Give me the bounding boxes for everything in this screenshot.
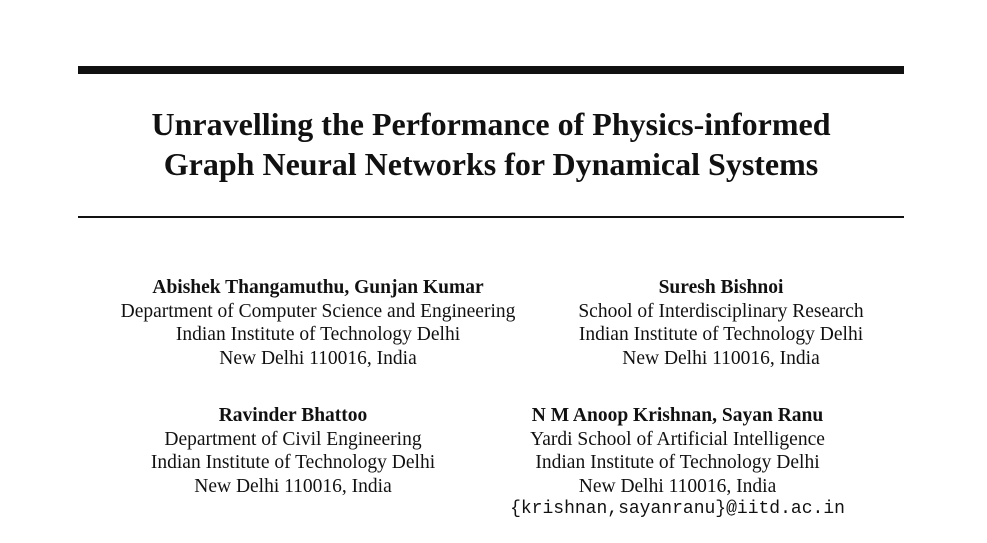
author-names: Abishek Thangamuthu, Gunjan Kumar: [152, 277, 484, 298]
author-block-bhattoo: [108, 404, 478, 498]
affiliation-department: Yardi School of Artificial Intelligence: [530, 428, 825, 450]
author-block-bishnoi: [545, 276, 897, 370]
top-rule: [78, 66, 904, 74]
affiliation-department: School of Interdisciplinary Research: [578, 300, 864, 322]
affiliation-institute: Indian Institute of Technology Delhi: [535, 452, 820, 473]
bottom-rule: [78, 216, 904, 218]
affiliation-institute: Indian Institute of Technology Delhi: [150, 452, 436, 473]
affiliation-address: New Delhi 110016, India: [622, 347, 820, 369]
author-names: Suresh Bishnoi: [658, 277, 784, 298]
affiliation-department: Department of Computer Science and Engineering: [120, 300, 516, 322]
affiliation-address: New Delhi 110016, India: [219, 347, 417, 369]
author-names: N M Anoop Krishnan, Sayan Ranu: [531, 405, 824, 426]
author-email[interactable]: {krishnan,sayanranu}@iitd.ac.in: [510, 499, 845, 519]
author-names: Ravinder Bhattoo: [218, 405, 368, 426]
title-line-1: Unravelling the Performance of Physics-informed: [151, 106, 831, 142]
affiliation-institute: Indian Institute of Technology Delhi: [578, 324, 864, 345]
affiliation-department: Department of Civil Engineering: [164, 428, 422, 450]
affiliation-institute: Indian Institute of Technology Delhi: [175, 324, 461, 345]
author-block-thangamuthu-kumar: [88, 276, 548, 370]
affiliation-address: New Delhi 110016, India: [578, 475, 777, 497]
paper-title: [78, 104, 904, 184]
author-block-krishnan-ranu: [470, 404, 885, 522]
title-line-2: Graph Neural Networks for Dynamical Systems: [163, 146, 819, 182]
affiliation-address: New Delhi 110016, India: [194, 475, 392, 497]
